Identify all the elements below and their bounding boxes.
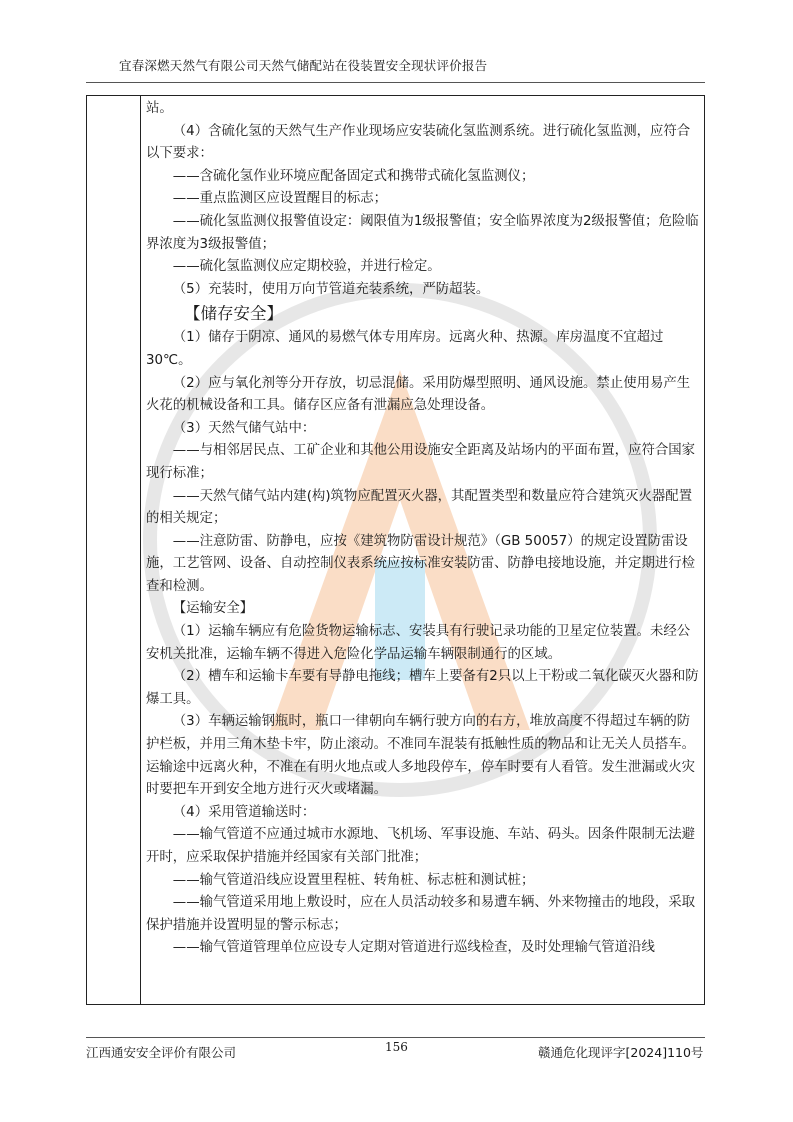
list-item: ——重点监测区应设置醒目的标志； [172, 191, 388, 207]
table-column-divider [140, 96, 141, 1004]
footer-company: 江西通安安全评价有限公司 [86, 1045, 237, 1060]
section-heading-storage: 【储存安全】 [183, 304, 283, 324]
paragraph: （3）车辆运输钢瓶时，瓶口一律朝向车辆行驶方向的右方，堆放高度不得超过车辆的防护栏板，并用三角木垫卡牢，防止滚动。不准同车混装有抵触性质的物品和让无关人员搭车。运输途中远离火种，不准在有明火地点或人多地段停车，停车时要有人看管。发生泄漏或火灾时要把车开到安全地方进行灭火或堵漏。 [146, 714, 696, 798]
list-item: ——硫化氢监测仪报警值设定：阈限值为1级报警值；安全临界浓度为2级报警值；危险临界浓度为3级报警值； [146, 213, 699, 252]
list-item: ——输气管道管理单位应设专人定期对管道进行巡线检查，及时处理输气管道沿线 [172, 940, 655, 956]
paragraph: （5）充装时，使用万向节管道充装系统，严防超装。 [172, 281, 490, 297]
body-text [146, 98, 699, 960]
paragraph: （1）运输车辆应有危险货物运输标志、安装具有行驶记录功能的卫星定位装置。未经公安机关批准，运输车辆不得进入危险化学品运输车辆限制通行的区域。 [146, 624, 691, 662]
list-item: ——输气管道沿线应设置里程桩、转角桩、标志桩和测试桩； [172, 872, 535, 888]
page-number: 156 [385, 1040, 408, 1054]
list-item: ——注意防雷、防静电，应按《建筑物防雷设计规范》（GB 50057）的规定设置防雷设施，工艺管网、设备、自动控制仪表系统应按标准安装防雷、防静电接地设施，并定期进行检查和检测。 [146, 533, 696, 594]
list-item: ——硫化氢监测仪应定期校验，并进行检定。 [172, 259, 441, 275]
paragraph: （4）采用管道输送时： [172, 804, 316, 820]
list-item: ——含硫化氢作业环境应配备固定式和携带式硫化氢监测仪； [172, 168, 535, 184]
page-header-title: 宜春深燃天然气有限公司天然气储配站在役装置安全现状评价报告 [119, 58, 488, 73]
paragraph: （4）含硫化氢的天然气生产作业现场应安装硫化氢监测系统。进行硫化氢监测，应符合以下要求： [146, 123, 691, 162]
section-heading-transport: 【运输安全】 [172, 601, 254, 617]
list-item: ——输气管道不应通过城市水源地、飞机场、军事设施、车站、码头。因条件限制无法避开时，应采取保护措施并经国家有关部门批准； [146, 827, 696, 865]
footer-divider [86, 1037, 705, 1038]
header-divider [86, 82, 705, 83]
paragraph: （3）天然气储气站中： [172, 420, 316, 436]
report-number: 赣通危化现评字[2024]110号 [538, 1045, 704, 1060]
paragraph: （1）储存于阴凉、通风的易燃气体专用库房。远离火种、热源。库房温度不宜超过30℃。 [146, 330, 664, 368]
list-item: ——天然气储气站内建(构)筑物应配置灭火器，其配置类型和数量应符合建筑灭火器配置的相关规定； [146, 488, 693, 527]
list-item: ——与相邻居民点、工矿企业和其他公用设施安全距离及站场内的平面布置，应符合国家现行标准； [146, 443, 696, 481]
paragraph: 站。 [146, 101, 173, 116]
list-item: ——输气管道采用地上敷设时，应在人员活动较多和易遭车辆、外来物撞击的地段，采取保护措施并设置明显的警示标志； [146, 895, 696, 933]
paragraph: （2）应与氧化剂等分开存放，切忌混储。采用防爆型照明、通风设施。禁止使用易产生火花的机械设备和工具。储存区应备有泄漏应急处理设备。 [146, 375, 691, 414]
paragraph: （2）槽车和运输卡车要有导静电拖线；槽车上要备有2只以上干粉或二氧化碳灭火器和防爆工具。 [146, 669, 699, 707]
content-table [86, 95, 705, 1005]
